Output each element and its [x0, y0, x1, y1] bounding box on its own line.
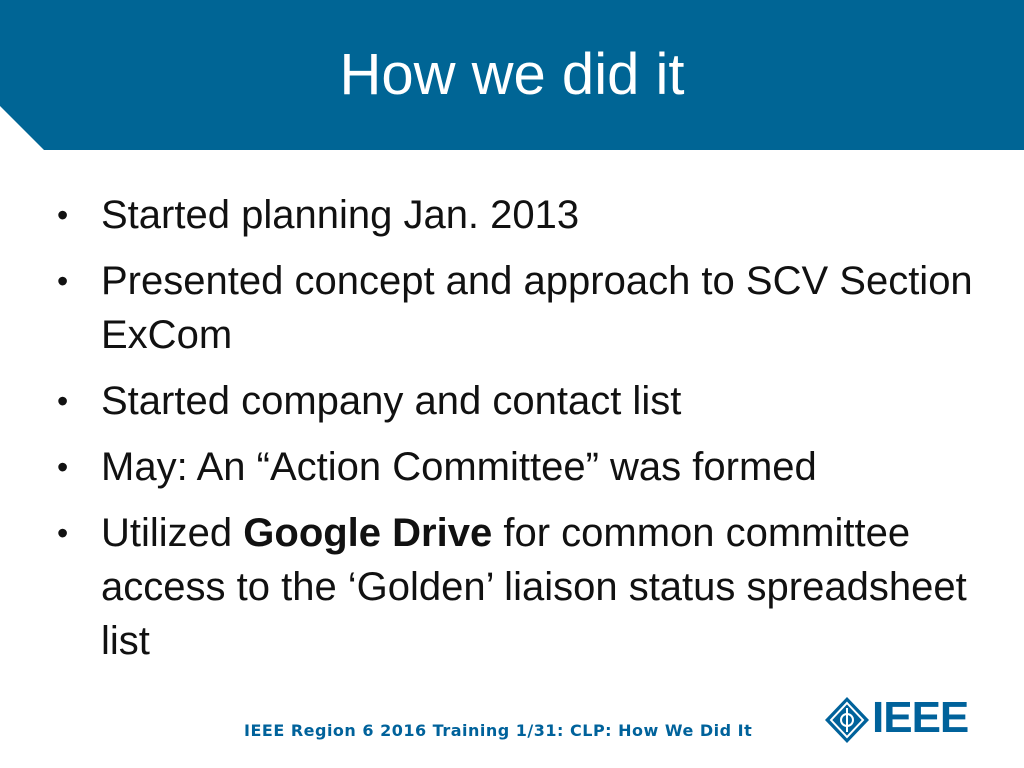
bullet-text — [101, 511, 967, 663]
bullet-item — [54, 506, 984, 668]
bullet-text: Presented concept and approach to SCV Section ExCom — [101, 259, 973, 357]
slide-title: How we did it — [339, 42, 685, 107]
bullet-text: May: An “Action Committee” was formed — [101, 445, 817, 489]
bullet-icon: • — [57, 263, 69, 299]
slide-header — [0, 0, 1024, 150]
bullet-item — [54, 440, 984, 494]
bullet-icon: • — [57, 449, 69, 485]
ieee-logo-text: IEEE — [872, 693, 969, 742]
bullet-item — [54, 254, 984, 362]
bullet-item — [54, 374, 984, 428]
bullet-icon: • — [57, 515, 69, 551]
bullet-item — [54, 188, 984, 242]
bullet-text-part: Utilized — [101, 511, 244, 555]
bullet-text: Started company and contact list — [101, 379, 682, 423]
bullet-text: Started planning Jan. 2013 — [101, 193, 580, 237]
bullet-icon: • — [57, 197, 69, 233]
ieee-diamond-icon — [824, 696, 870, 744]
bullet-text-bold: Google Drive — [243, 511, 493, 555]
bullet-icon: • — [57, 383, 69, 419]
bullet-list — [54, 188, 984, 680]
bullet-text-part: for common committee access to the ‘Golden’ liaison status spreadsheet list — [101, 511, 967, 663]
ieee-logo — [824, 693, 988, 744]
slide-footer: IEEE Region 6 2016 Training 1/31: CLP: How We Did It — [244, 721, 753, 740]
